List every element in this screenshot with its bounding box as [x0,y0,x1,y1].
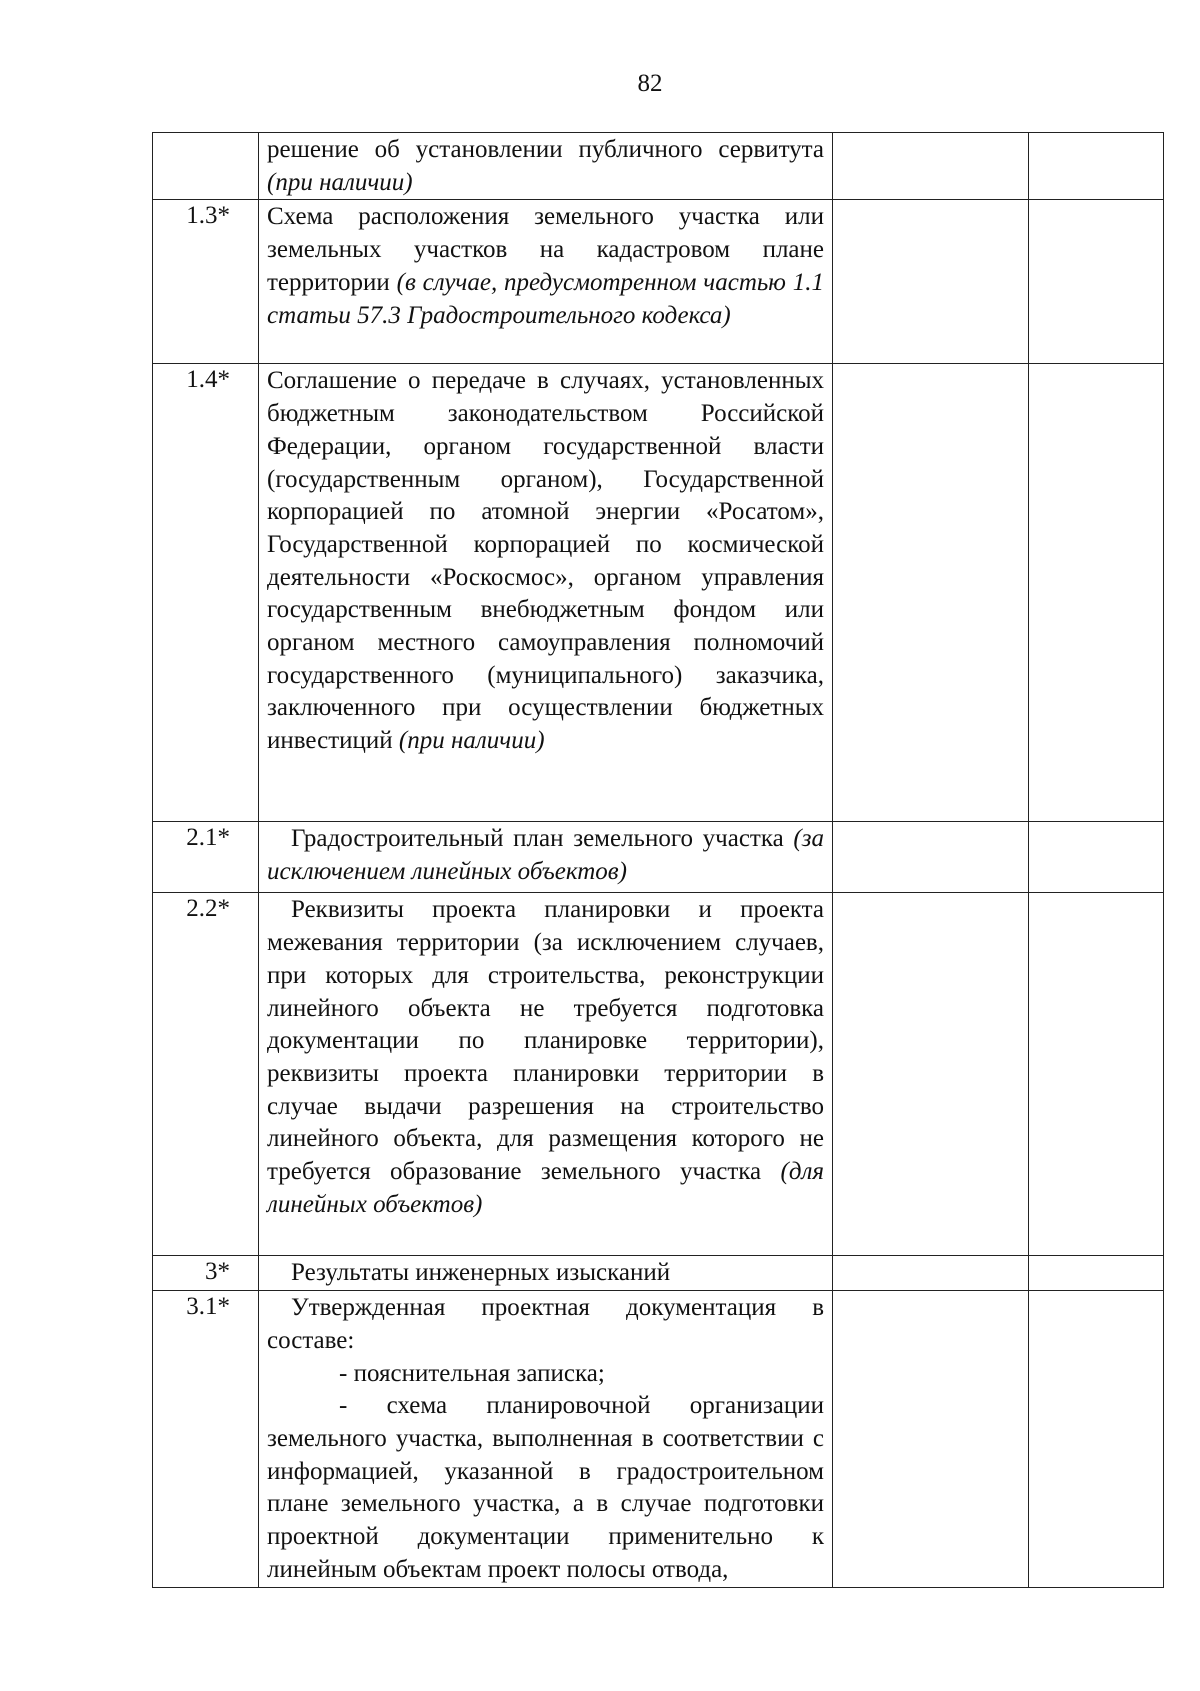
table-row [153,1291,1164,1588]
row-description [259,1256,833,1291]
row-note: (при наличии) [398,727,545,755]
row-text: Реквизиты проекта планировки и проекта межевания территории (за исключением случаев, при которых для строительства, реконструкции линейного объекта не требуется подготовка документации по планировке территории), реквизиты проекта планировки территории в случае выдачи разрешения на строительство линейного объекта, для размещения которого не требуется образование земельного участка [267,896,824,1186]
table-row [153,822,1164,893]
row-note: (при наличии) [267,168,413,196]
list-item: - пояснительная записка; [339,1359,605,1387]
page-number: 82 [637,70,663,97]
row-text: Утвержденная проектная документация в составе: [267,1294,824,1354]
empty-cell [1029,1256,1164,1291]
row-number [153,133,259,200]
table-row [153,364,1164,822]
table-row [153,133,1164,200]
empty-cell [833,364,1029,822]
table-row [153,200,1164,364]
empty-cell [833,133,1029,200]
row-number: 2.2* [153,893,259,1256]
requirements-table [152,132,1164,1588]
row-description [259,364,833,822]
empty-cell [1029,364,1164,822]
row-description [259,893,833,1256]
row-note: (для линейных объектов) [267,1158,824,1218]
row-number: 2.1* [153,822,259,893]
row-number: 3* [153,1256,259,1291]
empty-cell [833,200,1029,364]
row-text: Соглашение о передаче в случаях, установленных бюджетным законодательством Российской Федерации, органом государственной власти (государственным органом), Государственной корпорацией по атомной энергии «Росатом», Государственной корпорацией по космической деятельности «Роскосмос», органом управления государственным внебюджетным фондом или органом местного самоуправления полномочий государственного (муниципального) заказчика, заключенного при осуществлении бюджетных инвестиций [267,367,824,755]
row-number: 1.4* [153,364,259,822]
empty-cell [1029,200,1164,364]
row-text: Результаты инженерных изысканий [291,1259,671,1287]
row-text: Градостроительный план земельного участка [291,825,794,853]
row-number: 1.3* [153,200,259,364]
empty-cell [1029,1291,1164,1588]
empty-cell [1029,822,1164,893]
empty-cell [833,893,1029,1256]
empty-cell [833,1256,1029,1291]
row-text: решение об установлении публичного сервитута [267,136,824,163]
row-text: Схема расположения земельного участка или земельных участков на кадастровом плане территории [267,203,824,296]
row-note: (в случае, предусмотренном частью 1.1 статьи 57.3 Градостроительного кодекса) [267,268,824,329]
row-number: 3.1* [153,1291,259,1588]
row-description [259,822,833,893]
empty-cell [1029,133,1164,200]
empty-cell [833,822,1029,893]
row-description [259,1291,833,1588]
table-row [153,1256,1164,1291]
empty-cell [1029,893,1164,1256]
row-description [259,133,833,200]
empty-cell [833,1291,1029,1588]
table-row [153,893,1164,1256]
row-note: (за исключением линейных объектов) [267,825,824,886]
list-item: - схема планировочной организации земельного участка, выполненная в соответствии с информацией, указанной в градостроительном плане земельного участка, а в случае подготовки проектной документации применительно к линейным объектам проект полосы отвода, [267,1392,824,1583]
row-description [259,200,833,364]
